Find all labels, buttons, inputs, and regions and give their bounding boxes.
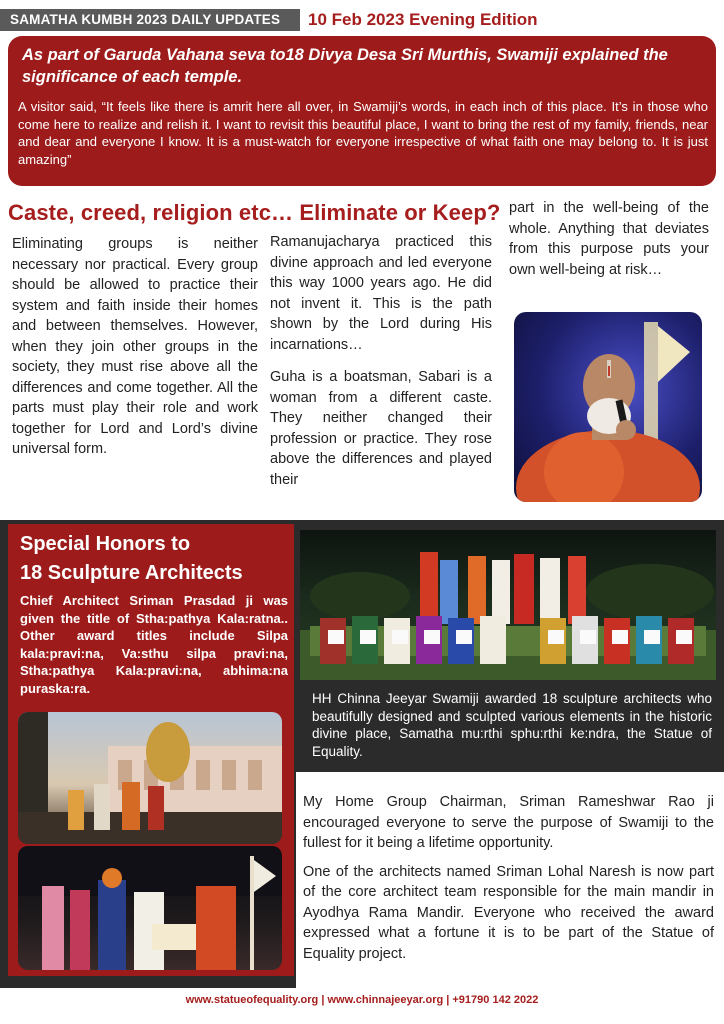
visitor-quote: A visitor said, “It feels like there is amrit here all over, in Swamiji’s words, in each inch of this place. It’s in those who come here to realize and relish it. I want to revisit this beautiful place, I want to bring the rest of my family, friends, near and dear and everyone I know. It is a must-watch for everyone irrespective of what faith one may belong to. It is just amazing”	[18, 99, 708, 167]
honors-heading-line: Special Honors to	[20, 533, 191, 555]
edition-date: 10 Feb 2023 Evening Edition	[308, 10, 538, 29]
temple-stage-photo	[18, 712, 282, 844]
highlight-title: As part of Garuda Vahana seva to18 Divya Desa Sri Murthis, Swamiji explained the significance of each temple.	[22, 46, 668, 86]
article-column-3: part in the well-being of the whole. Anything that deviates from this purpose puts your own well-being at risk…	[509, 200, 709, 278]
section-heading: Caste, creed, religion etc… Eliminate or Keep?	[8, 200, 501, 225]
architects-group-photo	[300, 530, 716, 680]
page-header	[0, 0, 724, 34]
footer-contacts: www.statueofequality.org | www.chinnajeeyar.org | +91790 142 2022	[185, 994, 539, 1006]
article-paragraph: Ramanujacharya practiced this divine approach and led everyone this way 1000 years ago. He did not invent it. This is the path shown by the Lord during His incarnations…	[270, 234, 492, 353]
closing-text	[303, 792, 714, 972]
article-paragraph: Guha is a boatsman, Sabari is a woman from a different caste. They neither changed their profession or practice. They rose above the differences and played their	[270, 369, 492, 488]
article-column-1: Eliminating groups is neither necessary nor practical. Every group should be allowed to practice their system and faith inside their homes and between themselves. However, when they join other groups in the society, they must rise above all the differences and come together. All the parts must play their role and work together for Lord and Lord’s divine universal form.	[12, 236, 258, 457]
closing-paragraph: One of the architects named Sriman Lohal Naresh is now part of the core architect team responsible for the main mandir in Ayodhya Rama Mandir. Everyone who received the award expressed what a fortune it is to be part of the Statue of Equality project.	[303, 863, 714, 962]
honors-heading-line: 18 Sculpture Architects	[20, 562, 243, 584]
group-photo-caption: HH Chinna Jeeyar Swamiji awarded 18 sculpture architects who beautifully designed and sculpted various elements in the historic divine place, Samatha mu:rthi sphu:rthi ke:ndra, the Statue of Equality.	[312, 691, 712, 759]
closing-paragraph: My Home Group Chairman, Sriman Rameshwar Rao ji encouraged everyone to serve the purpose of Swamiji to the fullest for it being a lifetime opportunity.	[303, 794, 714, 851]
swamiji-photo	[514, 312, 702, 502]
newsletter-tag: SAMATHA KUMBH 2023 DAILY UPDATES	[0, 9, 300, 31]
honors-text: Chief Architect Sriman Prasdad ji was given the title of Stha:pathya Kala:ratna.. Other award titles include Silpa kala:pravi:na, Va:sthu silpa pravi:na, Stha:pathya Kala:pravi:na, abhima:na puraska:ra.	[20, 593, 288, 696]
award-ceremony-photo	[18, 846, 282, 970]
article-column-2	[270, 232, 492, 502]
highlight-box	[8, 36, 716, 186]
honors-heading	[20, 530, 290, 588]
